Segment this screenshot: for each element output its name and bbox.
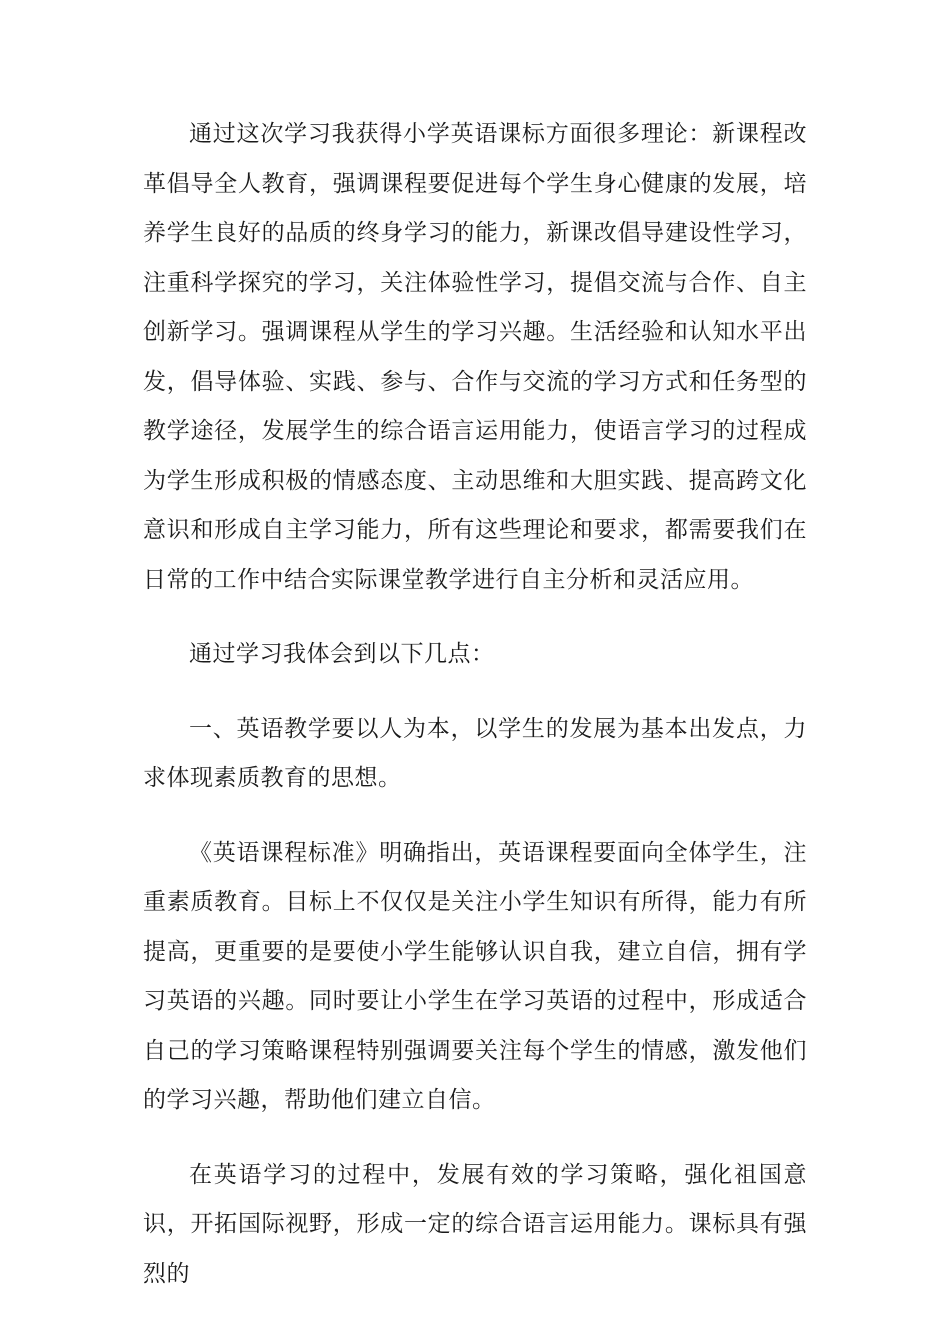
document-body xyxy=(143,110,807,1324)
paragraph-curriculum-standard: 《英语课程标准》明确指出，英语课程要面向全体学生，注重素质教育。目标上不仅仅是关注小学生知识有所得，能力有所提高，更重要的是要使小学生能够认识自我，建立自信，拥有学习英语的兴趣。同时要让小学生在学习英语的过程中，形成适合自己的学习策略课程特别强调要关注每个学生的情感，激发他们的学习兴趣，帮助他们建立自信。 xyxy=(143,839,807,1113)
paragraph-learning-strategy: 在英语学习的过程中，发展有效的学习策略，强化祖国意识，开拓国际视野，形成一定的综合语言运用能力。课标具有强烈的 xyxy=(143,1161,807,1287)
paragraph-points-heading: 通过学习我体会到以下几点： xyxy=(189,641,495,667)
paragraph-intro: 通过这次学习我获得小学英语课标方面很多理论：新课程改革倡导全人教育，强调课程要促进每个学生身心健康的发展，培养学生良好的品质的终身学习的能力，新课改倡导建设性学习，注重科学探究的学习，关注体验性学习，提倡交流与合作、自主创新学习。强调课程从学生的学习兴趣。生活经验和认知水平出发，倡导体验、实践、参与、合作与交流的学习方式和任务型的教学途径，发展学生的综合语言运用能力，使语言学习的过程成为学生形成积极的情感态度、主动思维和大胆实践、提高跨文化意识和形成自主学习能力，所有这些理论和要求，都需要我们在日常的工作中结合实际课堂教学进行自主分析和灵活应用。 xyxy=(143,121,807,593)
paragraph-point-one: 一、英语教学要以人为本，以学生的发展为基本出发点，力求体现素质教育的思想。 xyxy=(143,715,807,791)
